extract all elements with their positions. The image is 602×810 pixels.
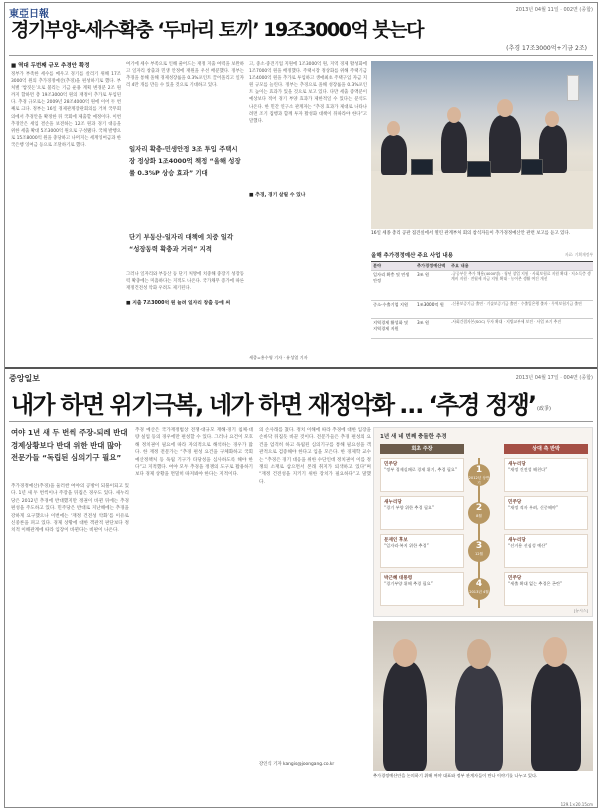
joongang-date: 2013년 04월 17일 · 004면 (종합) [515,375,593,381]
table-cell-detail: -사회간접자본(SOC) 투자 확대 · 지방교부세 보전 · 사업 조기 추진 [449,319,593,339]
timeline-left-box [380,534,464,568]
timeline-number: 4 [475,579,483,589]
joongang-masthead: 중앙일보 [9,373,40,383]
donga-headline: 경기부양-세수확충 ‘두마리 토끼’ 19조3000억 붓는다 [11,19,423,41]
party-name: 민주당 [508,576,522,581]
person-head [497,99,513,117]
donga-col1-text: 정부가 부족한 세수를 메우고 경기를 살리기 위해 17조3000억 원의 추가경정예산(추경)을 편성하기로 했다. 부처별 ‘쌈짓돈’으로 불리는 기금 운용 계획 변경분 2조 원까지 합하면 총 19조3000억 원의 재정이 추가로 투입된다. 추경 규모로는 2009년 28조4000억 원에 이어 두 번째로 크다. 정부는 16일 경제관계장관회의를 거쳐 국무회의에서 추경안을 확정한 뒤 국회에 제출할 예정이다. 이번 추경안은 세입 결손을 보전하는 12조 원과 경기 대응을 위한 세출 확대 5조3000억 원으로 구성됐다. 국채 발행으로 15조8000억 원을 충당하고 나머지는 세계잉여금과 한국은행 잉여금 등으로 조달하기로 했다. [11,72,121,148]
donga-article [5,3,597,369]
person-head [467,639,491,669]
joongang-photo-caption: 추가경정예산안을 논의하기 위해 여야 대표와 정부 관계자들이 만나 이야기를 나누고 있다. [373,773,538,778]
table-cell-detail: -공공부문 추가 채용(4000명) · 청년 창업 지원 · 사회보험료 지원 확대 · 저소득층 생계비 지원 · 전월세 자금 지원 확대 · 농어촌 생활 여건 개선 [449,271,593,301]
donga-masthead: 東亞日報 [9,9,49,20]
page-size-note: 129.1×20.15cm [560,802,593,807]
cabinet-meeting-photo [371,61,593,229]
party-quote: “경기부양 위해 추경 필요” [384,581,433,586]
monitor-icon [521,159,543,175]
donga-column-2 [126,61,244,363]
monitor-icon [467,161,491,177]
budget-table-source: 자료: 기획재정부 [564,252,593,257]
graphic-title: 1년 새 네 번째 충돌한 추경 [380,434,447,440]
joongang-col3-text: 의 손사래를 쳤다. 정치 이해에 따라 추경에 대한 입장을 손바닥 뒤집듯 바꾼 것이다. 전문가들은 추경 편성의 요건을 엄격히 하고 독립된 심의기구를 통해 필요성을 객관적으로 검증해야 한다고 입을 모은다. 한 경제학 교수는 “추경은 경기 대응을 위한 수단인데 정치권이 이를 정쟁의 소재로 삼으면서 본래 취지가 퇴색하고 있다”며 “재정 건전성을 지키기 위한 장치가 필요하다”고 말했다. [259,428,371,485]
donga-column-1 [11,71,121,363]
timeline-marker [468,464,490,486]
donga-col2-text: 여기에 세수 부족으로 인해 줄어드는 재정 지출 여력을 보완하고 일자리 창출과 민생 안정에 재원을 우선 배분했다. 정부는 추경을 통해 올해 경제성장률을 0.3%포인트 끌어올리고 일자리 4만 개를 만들 수 있을 것으로 기대하고 있다. [126,62,244,89]
donga-section-head: ■ 역대 두번째 규모 추경안 확정 [11,63,90,69]
joongang-byline: 강인식 기자 kangis@joongang.co.kr [259,761,371,767]
table-cell-amount: 1조3000억 원 [415,301,449,319]
person-head [393,639,417,667]
person-head [447,107,461,123]
donga-divider [9,55,593,56]
table-cell-detail: -신용보증기금 출연 · 기술보증기금 출연 · 수출입은행 출자 · 무역보험기금 출연 [449,301,593,319]
donga-byline: 세종=홍수영 기자 · 유성열 기자 [249,355,308,360]
party-name: 새누리당 [508,462,526,467]
party-name: 새누리당 [508,538,526,543]
timeline-when: 8월 [476,514,482,518]
person-figure [455,665,503,771]
person-head [545,111,559,127]
timeline-number: 3 [475,541,483,551]
timeline-number: 1 [475,465,483,475]
donga-column-3 [249,61,367,363]
joongang-article [5,371,597,808]
timeline-marker [468,502,490,524]
monitor-icon [411,159,433,175]
timeline-right-box [504,496,588,530]
joongang-lead: 여야 1년 새 두 번씩 주장-되레 반대 경제상황보다 반대 위한 반대 많아 전문가들 “독립된 심의기구 필요” [11,428,128,462]
newspaper-clipping-page [4,2,598,808]
joongang-col2-text: 추경 예산은 국가재정법상 전쟁·대규모 재해·경기 침체·대량 실업 등의 경우에만 편성할 수 있다. 그러나 요건이 모호해 정치권이 필요에 따라 자의적으로 해석하는 경우가 많다. 한 재정 전문가는 “추경 편성 요건을 구체화하고 국회 예산정책처 등 독립 기구가 타당성을 심사하도록 해야 한다”고 지적했다. 여야 모두 추경을 정쟁의 도구로 활용하기보다 경제 상황을 면밀히 따져봐야 한다는 지적이다. [135,428,253,478]
donga-date: 2013년 04월 11일 · 002면 (종합) [515,7,593,13]
timeline-right-box [504,458,588,492]
timeline-number: 2 [475,503,483,513]
table-cell-field: 지역경제 활성화 및 지역경제 지원 [371,319,415,339]
timeline-left-box [380,572,464,606]
timeline-when: 12월 [474,552,484,556]
person-figure [441,121,467,173]
timeline-when: 2013년 4월 [469,590,489,594]
party-name: 민주당 [508,500,522,505]
donga-col3-head: ■ 추경, 경기 살릴 수 있나 [249,193,306,198]
joongang-headline: 내가 하면 위기극복, 네가 하면 재정악화 … ‘추경 정쟁’ [11,391,536,419]
donga-minihead-2: ■ 지출 7조3000억 원 늘려 일자리 창출 등에 써 [126,301,231,306]
donga-col2b-text: 그러나 일자리와 부동산 등 단기 처방에 치중해 중장기 성장동력 확충에는 미흡하다는 지적도 나온다. 국가채무 증가에 따른 재정건전성 악화 우려도 제기된다. [126,272,244,292]
party-name: 박근혜 대통령 [384,576,413,581]
party-quote: “재정 적자 우려, 신중해야” [508,505,559,510]
budget-table-grid [371,261,593,339]
person-figure [531,663,581,771]
party-name: 민주당 [384,462,398,467]
donga-photo-caption: 16일 세종 총리 공관 접견실에서 열린 관계부처 회의 참석자들이 추가경정예산안 관련 보고를 듣고 있다. [371,231,571,236]
table-cell-field: 중소·수출기업 지원 [371,301,415,319]
table-header: 주요 내용 [449,262,593,271]
donga-pullquote-1: 일자리 확충-민생안정 3조 투입 주택시장 정상화 1조4000억 책정 “올해 성장률 0.3%P 상승 효과” 기대 [129,145,241,177]
graphic-left-header: 회초 주장 [380,444,464,454]
party-quote: “경기 부양 위한 추경 필요” [384,505,435,510]
party-quote: “일자리·복지 위한 추경” [384,543,429,548]
person-head [387,121,400,136]
table-header: 분야 [371,262,415,271]
joongang-column-2 [135,427,253,807]
timeline-right-box [504,534,588,568]
person-figure [383,661,427,771]
joongang-col1-text: 추가경정예산(추경)을 둘러싼 여야의 공방이 되풀이되고 있다. 1년 새 두 번씩이나 주장을 뒤집은 경우도 있다. 새누리당은 2012년 추경에 반대했지만 정권이 바뀐 뒤에는 추경 편성을 주도하고 있다. 민주당은 반대로 지난해에는 추경을 강하게 요구했으나 이번에는 ‘재정 건전성 악화’를 이유로 신중론을 펴고 있다. 경제 상황에 대한 객관적 판단보다 정치적 이해관계에 따라 입장이 바뀐다는 비판이 나온다. [11,484,129,534]
graphic-source: [뉴시스] [574,608,588,613]
table-cell-field: 일자리 확충 및 민생안정 [371,271,415,301]
table-header: 추가경정예산액 [415,262,449,271]
timeline-marker [468,540,490,562]
graphic-right-header: 상대 측 반박 [504,444,588,454]
party-quote: “정부 경제실패로 경제 위기, 추경 필요” [384,467,458,472]
photo-desk [371,171,593,229]
table-cell-amount: 3조 원 [415,271,449,301]
person-figure [539,125,567,173]
party-name: 문재인 후보 [384,538,408,543]
donga-col3-text: 고, 중소·중견기업 지원에 1조3000억 원, 지역 경제 활성화에 1조7000억 원을 배정했다. 주택시장 정상화를 위해 주택기금 1조4000억 원을 추가로 투입하고 생애최초 주택구입 자금 지원 규모를 늘린다. 정부는 추경으로 올해 성장률을 0.3%포인트 높이는 효과가 있을 것으로 보고 있다. 다만 세출 증액분이 예상보다 적어 경기 부양 효과가 제한적일 수 있다는 분석도 나온다. 한 민간 연구소 관계자는 “추경 효과가 제대로 나타나려면 조기 집행과 함께 투자 활성화 대책이 뒤따라야 한다”고 말했다. [249,62,367,124]
donga-col2b [126,271,244,293]
timeline-left-box [380,496,464,530]
joongang-column-3 [259,427,371,807]
person-head [543,637,567,667]
budget-table-title: 올해 추가경정예산 주요 사업 내용 [371,253,454,259]
politicians-photo [373,621,593,771]
person-figure [381,135,407,175]
person-figure [489,115,521,173]
timeline-marker [468,578,490,600]
party-quote: “재정 건전성 해친다” [508,467,548,472]
flag-icon [567,75,579,101]
donga-subhead: (추경 17조3000억+기금 2조) [506,45,587,52]
budget-table [371,251,593,361]
party-quote: “선거용 선심성 예산” [508,543,548,548]
joongang-column-1 [11,483,129,807]
conflict-timeline-graphic [373,427,593,617]
table-cell-amount: 3조 원 [415,319,449,339]
donga-pullquote-2: 단기 부동산-일자리 대책에 치중 일각 “성장동력 확충과 거리” 지적 [129,233,234,253]
joongang-headline-sub: (政爭) [537,406,551,412]
timeline-when: 2012년 상반기 [468,476,490,485]
joongang-divider [9,421,593,422]
party-quote: “세출 확대 없는 추경은 곤란” [508,581,563,586]
timeline-left-box [380,458,464,492]
timeline-right-box [504,572,588,606]
party-name: 새누리당 [384,500,402,505]
